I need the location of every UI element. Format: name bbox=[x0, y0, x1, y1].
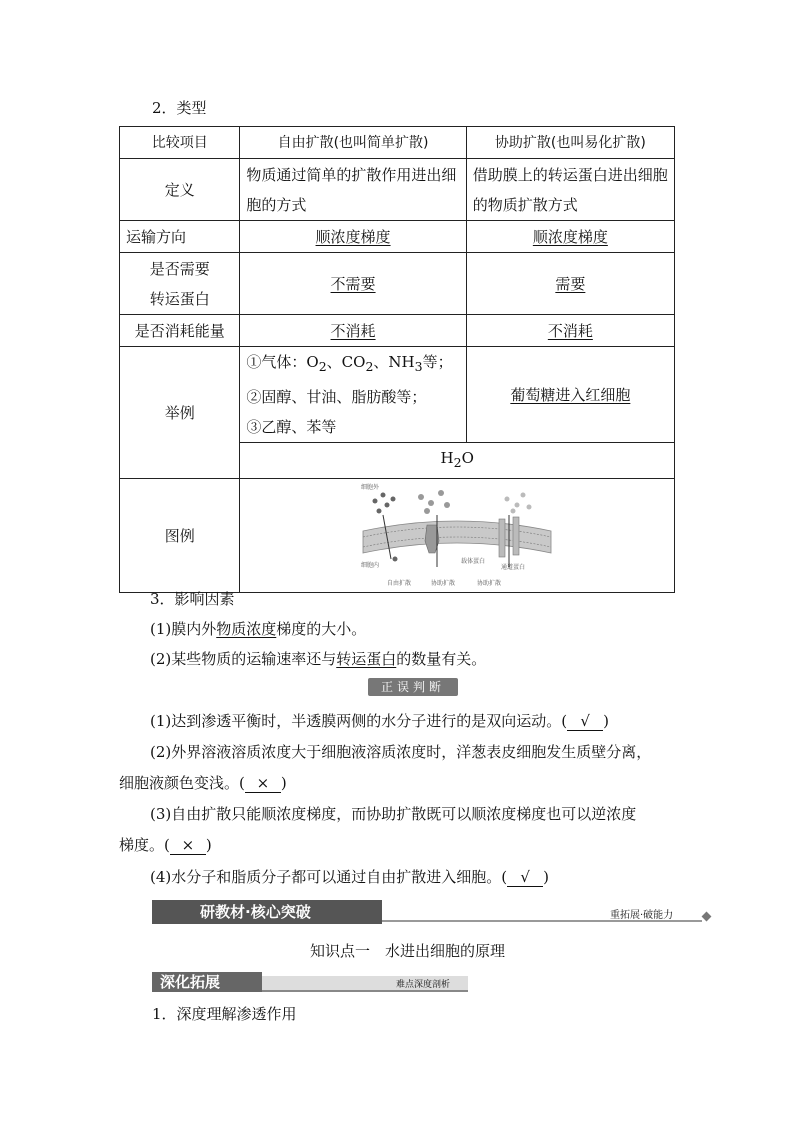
membrane-transport-diagram bbox=[357, 481, 557, 591]
header-item: 比较项目 bbox=[120, 127, 240, 159]
assist-definition: 借助膜上的转运蛋白进出细胞的物质扩散方式 bbox=[466, 159, 674, 221]
caption-assist-1: 协助扩散 bbox=[431, 579, 456, 587]
label-protein-line2: 转运蛋白 bbox=[149, 289, 210, 308]
label-definition: 定义 bbox=[120, 159, 240, 221]
core-banner-label: 研教材·核心突破 bbox=[200, 903, 311, 921]
label-inside: 细胞内 bbox=[361, 561, 380, 569]
label-energy: 是否消耗能量 bbox=[120, 315, 240, 347]
judge-badge: 正误判断 bbox=[368, 678, 458, 696]
channel-protein-left bbox=[499, 519, 505, 557]
free-example-2: ②固醇、甘油、脂肪酸等； bbox=[246, 388, 427, 406]
subsection-title: 1．深度理解渗透作用 bbox=[152, 1005, 297, 1023]
caption-assist-2: 协助扩散 bbox=[477, 579, 502, 587]
header-free-diffusion: 自由扩散(也叫简单扩散) bbox=[240, 127, 466, 159]
molecules-carrier bbox=[418, 490, 450, 514]
assist-direction: 顺浓度梯度 bbox=[532, 227, 608, 246]
free-energy: 不消耗 bbox=[330, 321, 376, 340]
table-header-row bbox=[120, 127, 675, 159]
row-example bbox=[120, 347, 675, 443]
row-protein bbox=[120, 253, 675, 315]
row-direction bbox=[120, 221, 675, 253]
label-protein-line1: 是否需要 bbox=[149, 259, 210, 278]
judge-q1-mark: √ bbox=[567, 712, 603, 731]
free-example-1: ①气体：$O_2$、$CO_2$、$NH_3$等； bbox=[246, 353, 453, 374]
judge-q2-line2: 细胞液颜色变浅。( × ) bbox=[119, 774, 287, 792]
judge-q2-mark: × bbox=[245, 774, 281, 793]
shared-example-water: $H_2O$ bbox=[240, 443, 675, 479]
comparison-table bbox=[119, 126, 675, 593]
molecules-channel bbox=[505, 492, 532, 513]
section-title-types: 2．类型 bbox=[152, 99, 207, 117]
free-protein: 不需要 bbox=[330, 274, 376, 293]
caption-free: 自由扩散 bbox=[387, 579, 412, 587]
factor-1: (1)膜内外物质浓度梯度的大小。 bbox=[150, 620, 367, 638]
free-direction: 顺浓度梯度 bbox=[315, 227, 391, 246]
factor-2: (2)某些物质的运输速率还与转运蛋白的数量有关。 bbox=[150, 650, 487, 668]
label-carrier: 载体蛋白 bbox=[461, 557, 486, 565]
label-outside: 细胞外 bbox=[361, 483, 380, 491]
figure-cell bbox=[240, 479, 675, 593]
channel-protein-right bbox=[513, 517, 519, 555]
judge-q3-mark: × bbox=[170, 836, 206, 855]
judge-q4: (4)水分子和脂质分子都可以通过自由扩散进入细胞。( √ ) bbox=[150, 868, 549, 886]
diamond-icon bbox=[702, 912, 712, 922]
label-direction: 运输方向 bbox=[120, 221, 240, 253]
row-figure bbox=[120, 479, 675, 593]
assist-energy: 不消耗 bbox=[547, 321, 593, 340]
knowledge-point-title: 知识点一 水进出细胞的原理 bbox=[310, 942, 506, 960]
free-definition: 物质通过简单的扩散作用进出细胞的方式 bbox=[240, 159, 466, 221]
label-example: 举例 bbox=[120, 347, 240, 479]
free-example-3: ③乙醇、苯等 bbox=[246, 418, 337, 436]
label-protein bbox=[120, 253, 240, 315]
deepen-label: 深化拓展 bbox=[160, 973, 221, 991]
assist-example: 葡萄糖进入红细胞 bbox=[510, 385, 631, 404]
factors-title: 3．影响因素 bbox=[150, 590, 235, 608]
header-assisted-diffusion: 协助扩散(也叫易化扩散) bbox=[466, 127, 674, 159]
deepen-right: 难点深度剖析 bbox=[396, 980, 451, 990]
row-energy bbox=[120, 315, 675, 347]
judge-q3-line1: (3)自由扩散只能顺浓度梯度，而协助扩散既可以顺浓度梯度也可以逆浓度 bbox=[150, 805, 637, 823]
core-banner-right: 重拓展·破能力 bbox=[610, 910, 674, 921]
free-examples bbox=[240, 347, 466, 443]
row-definition bbox=[120, 159, 675, 221]
judge-q4-mark: √ bbox=[507, 868, 543, 887]
label-figure: 图例 bbox=[120, 479, 240, 593]
judge-q3-line2: 梯度。( × ) bbox=[119, 836, 212, 854]
judge-q1: (1)达到渗透平衡时，半透膜两侧的水分子进行的是双向运动。( √ ) bbox=[150, 712, 609, 730]
judge-q2-line1: (2)外界溶液溶质浓度大于细胞液溶质浓度时，洋葱表皮细胞发生质壁分离， bbox=[150, 743, 652, 761]
assist-protein: 需要 bbox=[555, 274, 586, 293]
label-channel: 通道蛋白 bbox=[501, 563, 526, 571]
